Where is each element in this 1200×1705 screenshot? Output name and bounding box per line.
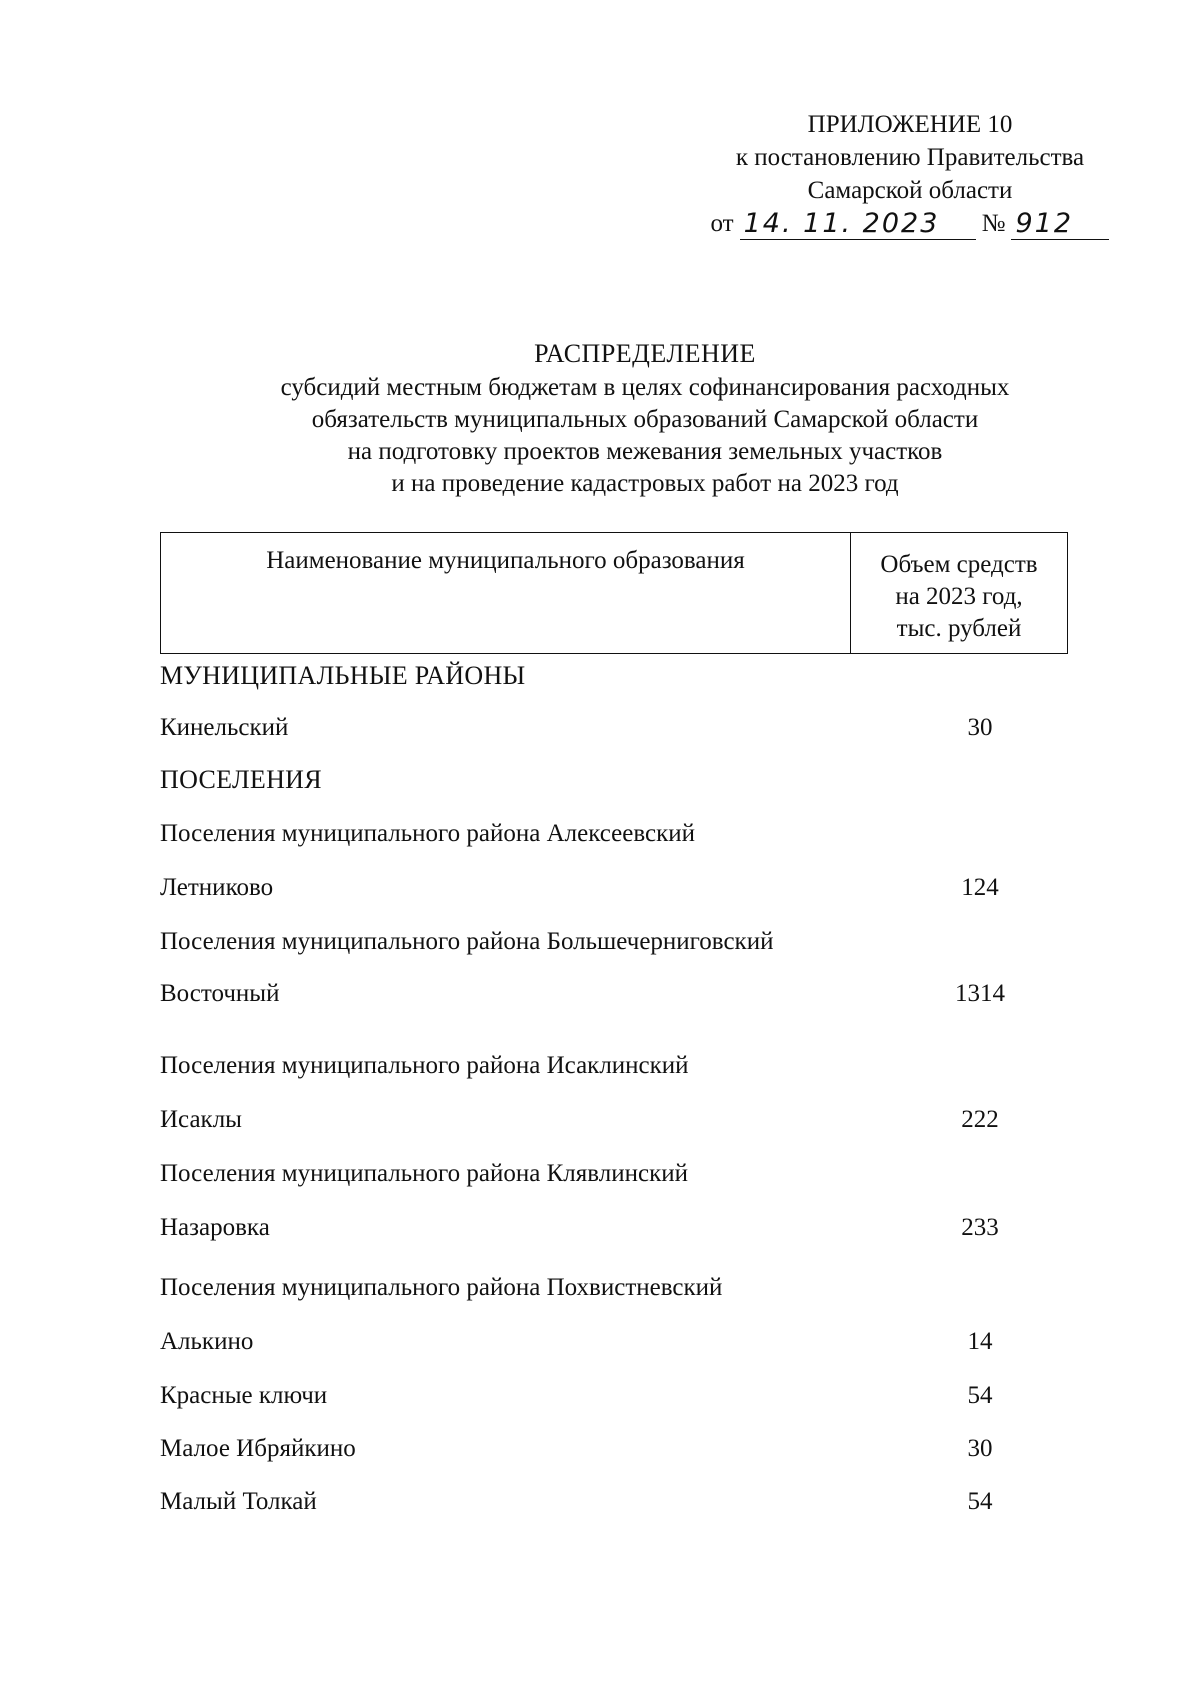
from-prefix: от xyxy=(710,210,734,237)
row-name: Летниково xyxy=(160,874,274,901)
title-line-1: субсидий местным бюджетам в целях софинансирования расходных xyxy=(280,374,1010,401)
row-value: 30 xyxy=(967,1435,993,1462)
number-prefix: № xyxy=(981,210,1006,237)
row-value: 1314 xyxy=(955,980,1005,1007)
row-value: 222 xyxy=(961,1106,999,1133)
table-header xyxy=(160,532,1068,654)
row-value: 124 xyxy=(961,874,999,901)
row-name: МУНИЦИПАЛЬНЫЕ РАЙОНЫ xyxy=(160,661,526,690)
appendix-block xyxy=(680,108,1140,240)
row-name: Алькино xyxy=(160,1328,254,1355)
handwritten-number: 912 xyxy=(1011,209,1109,240)
title-line-4: и на проведение кадастровых работ на 2023 год xyxy=(391,470,899,497)
row-name: Кинельский xyxy=(160,714,289,741)
header-sum-line-3: тыс. рублей xyxy=(896,615,1022,642)
header-sum-cell xyxy=(851,533,1067,653)
row-name: Малый Толкай xyxy=(160,1488,317,1515)
header-name-cell: Наименование муниципального образования xyxy=(161,533,851,653)
row-value: 54 xyxy=(967,1488,993,1515)
row-name: Поселения муниципального района Исаклинский xyxy=(160,1052,689,1079)
row-name: ПОСЕЛЕНИЯ xyxy=(160,765,322,794)
row-value: 54 xyxy=(967,1382,993,1409)
title-line-3: на подготовку проектов межевания земельных участков xyxy=(347,438,943,465)
header-sum-line-1: Объем средств xyxy=(880,551,1038,578)
row-name: Исаклы xyxy=(160,1106,242,1133)
row-name: Поселения муниципального района Алексеевский xyxy=(160,820,696,847)
row-value: 233 xyxy=(961,1214,999,1241)
appendix-line-1: к постановлению Правительства xyxy=(735,144,1085,171)
title-line-2: обязательств муниципальных образований Самарской области xyxy=(311,406,979,433)
handwritten-date: 14. 11. 2023 xyxy=(740,209,976,240)
title-heading: РАСПРЕДЕЛЕНИЕ xyxy=(534,339,756,368)
row-name: Поселения муниципального района Клявлинский xyxy=(160,1160,688,1187)
row-name: Восточный xyxy=(160,980,280,1007)
row-name: Красные ключи xyxy=(160,1382,328,1409)
document-title xyxy=(160,338,1130,500)
row-name: Поселения муниципального района Похвистневский xyxy=(160,1274,723,1301)
header-sum-line-2: на 2023 год, xyxy=(895,583,1023,610)
appendix-line-2: Самарской области xyxy=(807,177,1013,204)
appendix-label: ПРИЛОЖЕНИЕ 10 xyxy=(807,111,1013,138)
row-name: Поселения муниципального района Большечерниговский xyxy=(160,928,774,955)
row-value: 14 xyxy=(967,1328,993,1355)
row-value: 30 xyxy=(967,714,993,741)
row-name: Назаровка xyxy=(160,1214,270,1241)
row-name: Малое Ибряйкино xyxy=(160,1435,356,1462)
appendix-date-line xyxy=(711,207,1110,240)
